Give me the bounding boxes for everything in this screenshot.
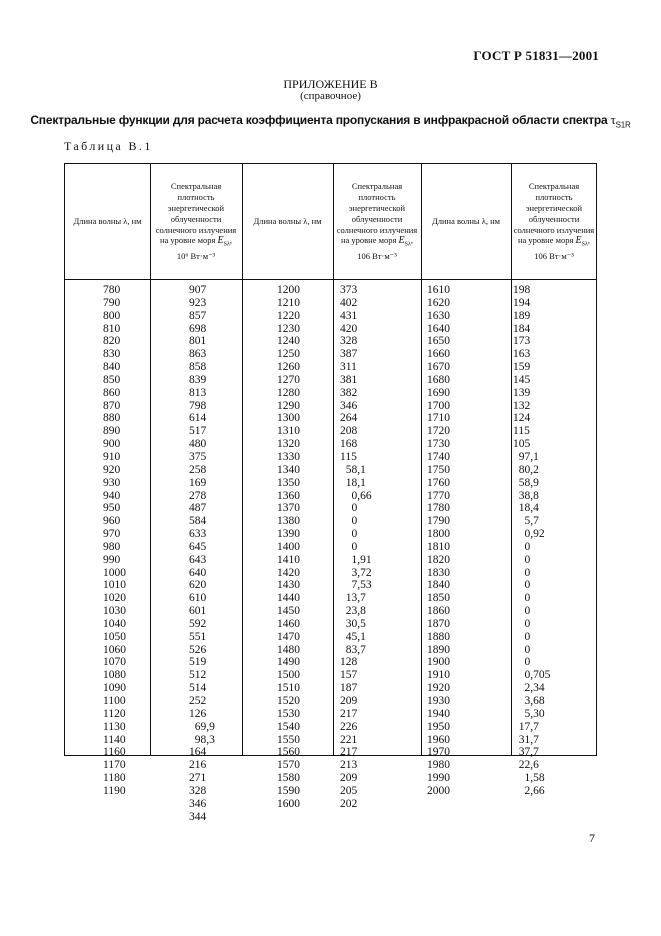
table-cell: 1970 <box>427 746 450 759</box>
table-cell: 18,4 <box>513 502 539 515</box>
header-wavelength-1: Длина волны λ, нм <box>73 216 142 227</box>
table-cell: 208 <box>340 425 358 438</box>
table-cell: 858 <box>189 361 207 374</box>
table-cell: 1010 <box>103 579 126 592</box>
table-cell: 1920 <box>427 682 450 695</box>
table-cell: 1220 <box>277 309 300 322</box>
table-cell: 216 <box>189 759 207 772</box>
table-cell: 3,72 <box>340 566 372 579</box>
table-cell: 1810 <box>427 540 450 553</box>
table-cell: 97,1 <box>513 450 539 463</box>
table-cell: 1680 <box>427 373 450 386</box>
appendix-title: ПРИЛОЖЕНИЕ В <box>283 77 378 91</box>
table-cell: 145 <box>513 373 531 386</box>
table-caption <box>0 112 661 129</box>
table-cell: 1940 <box>427 707 450 720</box>
table-cell: 1540 <box>277 720 300 733</box>
table-cell: 870 <box>103 399 121 412</box>
table-cell: 1900 <box>427 656 450 669</box>
column-density-3 <box>513 284 550 798</box>
column-wavelength-2 <box>277 284 300 811</box>
table-cell: 1590 <box>277 784 300 797</box>
table-cell: 610 <box>189 592 207 605</box>
table-cell: 209 <box>340 772 358 785</box>
header-density-2: Спектральная плотность энергетической облученности солнечного излучения на уровне моря $E_{S\lambda}$, 106 Вт·м⁻³ <box>336 181 418 261</box>
table-cell: 1830 <box>427 566 450 579</box>
table-cell: 839 <box>189 373 207 386</box>
table-cell: 860 <box>103 386 121 399</box>
table-cell: 1080 <box>103 669 126 682</box>
table-cell: 601 <box>189 605 207 618</box>
table-cell: 1400 <box>277 540 300 553</box>
table-cell: 640 <box>189 566 207 579</box>
table-cell: 420 <box>340 322 358 335</box>
table-cell: 18,1 <box>340 476 366 489</box>
table-cell: 1490 <box>277 656 300 669</box>
table-cell: 0,92 <box>513 528 545 541</box>
table-cell: 17,7 <box>513 720 539 733</box>
table-cell: 614 <box>189 412 207 425</box>
table-cell: 890 <box>103 425 121 438</box>
table-cell: 1090 <box>103 682 126 695</box>
caption-symbol-sub: S1R <box>615 120 631 130</box>
table-cell: 202 <box>340 797 358 810</box>
table-cell: 0 <box>513 617 531 630</box>
table-cell: 1790 <box>427 515 450 528</box>
table-cell: 1390 <box>277 528 300 541</box>
table-cell: 164 <box>189 746 207 759</box>
table-cell: 480 <box>189 438 207 451</box>
table-cell: 1950 <box>427 720 450 733</box>
table-cell: 798 <box>189 399 207 412</box>
table-cell: 58,9 <box>513 476 539 489</box>
caption-symbol: τ <box>610 112 616 127</box>
table-cell: 551 <box>189 630 207 643</box>
table-cell: 900 <box>103 438 121 451</box>
table-cell: 209 <box>340 695 358 707</box>
table-cell: 105 <box>513 438 531 451</box>
table-cell: 1510 <box>277 682 300 695</box>
column-density-1 <box>189 284 215 823</box>
table-cell: 840 <box>103 361 121 374</box>
table-cell: 38,8 <box>513 489 539 502</box>
table-cell: 820 <box>103 335 121 348</box>
table-cell: 344 <box>189 810 207 823</box>
table-cell: 1850 <box>427 592 450 605</box>
table-cell: 1060 <box>103 643 126 656</box>
table-cell: 1750 <box>427 463 450 476</box>
table-cell: 633 <box>189 528 207 541</box>
column-wavelength-1 <box>103 284 126 798</box>
table-cell: 1710 <box>427 412 450 425</box>
table-cell: 328 <box>189 784 207 797</box>
table-cell: 1410 <box>277 553 300 566</box>
table-cell: 1290 <box>277 399 300 412</box>
table-cell: 0 <box>340 515 358 528</box>
table-cell: 514 <box>189 682 207 695</box>
table-cell: 1,58 <box>513 772 545 785</box>
table-cell: 1310 <box>277 425 300 438</box>
table-cell: 30,5 <box>340 617 366 630</box>
table-cell: 980 <box>103 540 121 553</box>
table-cell: 271 <box>189 772 207 785</box>
table-cell: 58,1 <box>340 463 366 476</box>
header-wavelength-3: Длина волны λ, нм <box>431 216 501 227</box>
table-cell: 387 <box>340 348 358 361</box>
table-cell: 1580 <box>277 772 300 785</box>
table-cell: 69,9 <box>189 720 215 733</box>
table-cell: 126 <box>189 707 207 720</box>
table-cell: 1260 <box>277 361 300 374</box>
table-cell: 0 <box>513 643 531 656</box>
table-cell: 2000 <box>427 784 450 797</box>
table-cell: 1460 <box>277 617 300 630</box>
table-cell: 139 <box>513 386 531 399</box>
table-cell: 1250 <box>277 348 300 361</box>
table-cell: 990 <box>103 553 121 566</box>
table-cell: 1720 <box>427 425 450 438</box>
table-cell: 31,7 <box>513 733 539 746</box>
table-cell: 221 <box>340 733 358 746</box>
table-cell: 800 <box>103 309 121 322</box>
table-cell: 1330 <box>277 450 300 463</box>
table-cell: 1780 <box>427 502 450 515</box>
header-density-3: Спектральная плотность энергетической облученности солнечного излучения на уровне моря $E_{S\lambda}$, 106 Вт·м⁻³ <box>513 181 595 261</box>
table-cell: 970 <box>103 528 121 541</box>
table-cell: 1020 <box>103 592 126 605</box>
table-cell: 7,53 <box>340 579 372 592</box>
table-cell: 1350 <box>277 476 300 489</box>
table-cell: 950 <box>103 502 121 515</box>
table-cell: 920 <box>103 463 121 476</box>
table-cell: 184 <box>513 322 531 335</box>
table-cell: 0 <box>513 553 531 566</box>
table-cell: 1800 <box>427 528 450 541</box>
table-cell: 1520 <box>277 695 300 707</box>
table-cell: 187 <box>340 682 358 695</box>
table-cell: 1000 <box>103 566 126 579</box>
table-cell: 382 <box>340 386 358 399</box>
table-cell: 375 <box>189 450 207 463</box>
table-cell: 1630 <box>427 309 450 322</box>
table-cell: 2,34 <box>513 682 545 695</box>
table-cell: 1,91 <box>340 553 372 566</box>
table-cell: 168 <box>340 438 358 451</box>
table-cell: 132 <box>513 399 531 412</box>
data-table <box>64 163 597 823</box>
table-cell: 1240 <box>277 335 300 348</box>
table-cell: 1930 <box>427 695 450 707</box>
table-cell: 1450 <box>277 605 300 618</box>
table-cell: 780 <box>103 284 121 296</box>
table-cell: 1960 <box>427 733 450 746</box>
table-cell: 526 <box>189 643 207 656</box>
table-cell: 217 <box>340 746 358 759</box>
table-cell: 1340 <box>277 463 300 476</box>
table-cell: 1660 <box>427 348 450 361</box>
table-cell: 0 <box>513 592 531 605</box>
standard-number: ГОСТ Р 51831—2001 <box>473 48 599 63</box>
table-cell: 1160 <box>103 746 126 759</box>
table-cell: 5,30 <box>513 707 545 720</box>
table-cell: 1840 <box>427 579 450 592</box>
table-cell: 163 <box>513 348 531 361</box>
table-cell: 1370 <box>277 502 300 515</box>
table-cell: 863 <box>189 348 207 361</box>
table-cell: 1140 <box>103 733 126 746</box>
table-cell: 1620 <box>427 296 450 309</box>
table-cell: 1820 <box>427 553 450 566</box>
table-cell: 213 <box>340 759 358 772</box>
table-cell: 402 <box>340 296 358 309</box>
table-cell: 801 <box>189 335 207 348</box>
table-label: Таблица В.1 <box>64 139 153 153</box>
table-cell: 157 <box>340 669 358 682</box>
table-cell: 1320 <box>277 438 300 451</box>
table-cell: 1880 <box>427 630 450 643</box>
table-cell: 960 <box>103 515 121 528</box>
table-cell: 1860 <box>427 605 450 618</box>
table-cell: 0 <box>513 656 531 669</box>
table-cell: 1280 <box>277 386 300 399</box>
table-cell: 620 <box>189 579 207 592</box>
table-cell: 1740 <box>427 450 450 463</box>
table-cell: 0 <box>340 528 358 541</box>
table-cell: 930 <box>103 476 121 489</box>
table-cell: 0 <box>513 605 531 618</box>
table-cell: 1270 <box>277 373 300 386</box>
table-cell: 923 <box>189 296 207 309</box>
table-cell: 205 <box>340 784 358 797</box>
table-cell: 1990 <box>427 772 450 785</box>
table-cell: 0,705 <box>513 669 551 682</box>
table-cell: 907 <box>189 284 207 296</box>
table-cell: 1030 <box>103 605 126 618</box>
table-cell: 698 <box>189 322 207 335</box>
table-cell: 1670 <box>427 361 450 374</box>
table-cell: 169 <box>189 476 207 489</box>
table-cell: 1690 <box>427 386 450 399</box>
table-cell: 37,7 <box>513 746 539 759</box>
table-cell: 645 <box>189 540 207 553</box>
appendix-subtitle: (справочное) <box>300 90 361 102</box>
table-cell: 1170 <box>103 759 126 772</box>
table-cell: 2,66 <box>513 784 545 797</box>
appendix-heading <box>0 78 661 102</box>
table-cell: 278 <box>189 489 207 502</box>
table-cell: 83,7 <box>340 643 366 656</box>
table-cell: 159 <box>513 361 531 374</box>
table-cell: 1360 <box>277 489 300 502</box>
table-cell: 1640 <box>427 322 450 335</box>
table-cell: 189 <box>513 309 531 322</box>
table-cell: 1180 <box>103 772 126 785</box>
table-cell: 1910 <box>427 669 450 682</box>
table-cell: 0 <box>340 502 358 515</box>
table-cell: 1650 <box>427 335 450 348</box>
table-cell: 880 <box>103 412 121 425</box>
table-cell: 173 <box>513 335 531 348</box>
page-number: 7 <box>589 831 595 845</box>
table-cell: 830 <box>103 348 121 361</box>
table-cell: 850 <box>103 373 121 386</box>
table-cell: 124 <box>513 412 531 425</box>
table-cell: 1070 <box>103 656 126 669</box>
table-cell: 910 <box>103 450 121 463</box>
table-cell: 264 <box>340 412 358 425</box>
table-cell: 1230 <box>277 322 300 335</box>
table-cell: 1610 <box>427 284 450 296</box>
table-cell: 0 <box>513 566 531 579</box>
table-cell: 13,7 <box>340 592 366 605</box>
table-cell: 1560 <box>277 746 300 759</box>
table-cell: 1530 <box>277 707 300 720</box>
table-cell: 643 <box>189 553 207 566</box>
table-cell: 23,8 <box>340 605 366 618</box>
table-cell: 1470 <box>277 630 300 643</box>
table-cell: 1480 <box>277 643 300 656</box>
table-cell: 519 <box>189 656 207 669</box>
table-cell: 1050 <box>103 630 126 643</box>
table-cell: 1570 <box>277 759 300 772</box>
table-cell: 98,3 <box>189 733 215 746</box>
table-cell: 1500 <box>277 669 300 682</box>
table-cell: 1100 <box>103 695 126 707</box>
table-cell: 1760 <box>427 476 450 489</box>
table-cell: 0 <box>513 579 531 592</box>
table-cell: 1420 <box>277 566 300 579</box>
table-cell: 1730 <box>427 438 450 451</box>
table-cell: 346 <box>189 797 207 810</box>
table-cell: 3,68 <box>513 695 545 707</box>
table-cell: 1700 <box>427 399 450 412</box>
table-cell: 115 <box>513 425 530 438</box>
table-cell: 810 <box>103 322 121 335</box>
table-cell: 194 <box>513 296 531 309</box>
header-wavelength-2: Длина волны λ, нм <box>253 216 322 227</box>
table-cell: 487 <box>189 502 207 515</box>
table-cell: 1120 <box>103 707 126 720</box>
table-cell: 592 <box>189 617 207 630</box>
table-cell: 940 <box>103 489 121 502</box>
table-cell: 5,7 <box>513 515 539 528</box>
table-cell: 311 <box>340 361 357 374</box>
table-cell: 198 <box>513 284 531 296</box>
table-cell: 1200 <box>277 284 300 296</box>
table-cell: 1870 <box>427 617 450 630</box>
caption-text: Спектральные функции для расчета коэффициента пропускания в инфракрасной области спектра <box>30 113 608 127</box>
table-cell: 0 <box>340 540 358 553</box>
table-cell: 512 <box>189 669 207 682</box>
table-cell: 1550 <box>277 733 300 746</box>
table-cell: 813 <box>189 386 207 399</box>
table-cell: 1300 <box>277 412 300 425</box>
table-cell: 790 <box>103 296 121 309</box>
table-cell: 1190 <box>103 784 126 797</box>
table-cell: 373 <box>340 284 358 296</box>
table-cell: 1770 <box>427 489 450 502</box>
header-density-1: Спектральная плотность энергетической облученности солнечного излучения на уровне моря $E_{S\lambda}$, 10⁶ Вт·м⁻³ <box>155 181 237 261</box>
table-cell: 517 <box>189 425 207 438</box>
table-cell: 1890 <box>427 643 450 656</box>
table-cell: 128 <box>340 656 358 669</box>
table-cell: 252 <box>189 695 207 707</box>
table-cell: 0 <box>513 540 531 553</box>
table-cell: 1430 <box>277 579 300 592</box>
column-wavelength-3 <box>427 284 450 798</box>
table-cell: 1600 <box>277 797 300 810</box>
table-cell: 258 <box>189 463 207 476</box>
table-cell: 431 <box>340 309 358 322</box>
table-cell: 1130 <box>103 720 126 733</box>
table-cell: 1210 <box>277 296 300 309</box>
table-cell: 22,6 <box>513 759 539 772</box>
table-cell: 1040 <box>103 617 126 630</box>
table-cell: 217 <box>340 707 358 720</box>
table-cell: 1440 <box>277 592 300 605</box>
table-cell: 1380 <box>277 515 300 528</box>
table-cell: 328 <box>340 335 358 348</box>
table-cell: 80,2 <box>513 463 539 476</box>
column-density-2 <box>340 284 372 811</box>
table-cell: 381 <box>340 373 358 386</box>
table-cell: 45,1 <box>340 630 366 643</box>
table-cell: 857 <box>189 309 207 322</box>
table-cell: 346 <box>340 399 358 412</box>
table-cell: 0 <box>513 630 531 643</box>
table-cell: 226 <box>340 720 358 733</box>
table-cell: 584 <box>189 515 207 528</box>
table-cell: 115 <box>340 450 357 463</box>
table-cell: 0,66 <box>340 489 372 502</box>
table-cell: 1980 <box>427 759 450 772</box>
